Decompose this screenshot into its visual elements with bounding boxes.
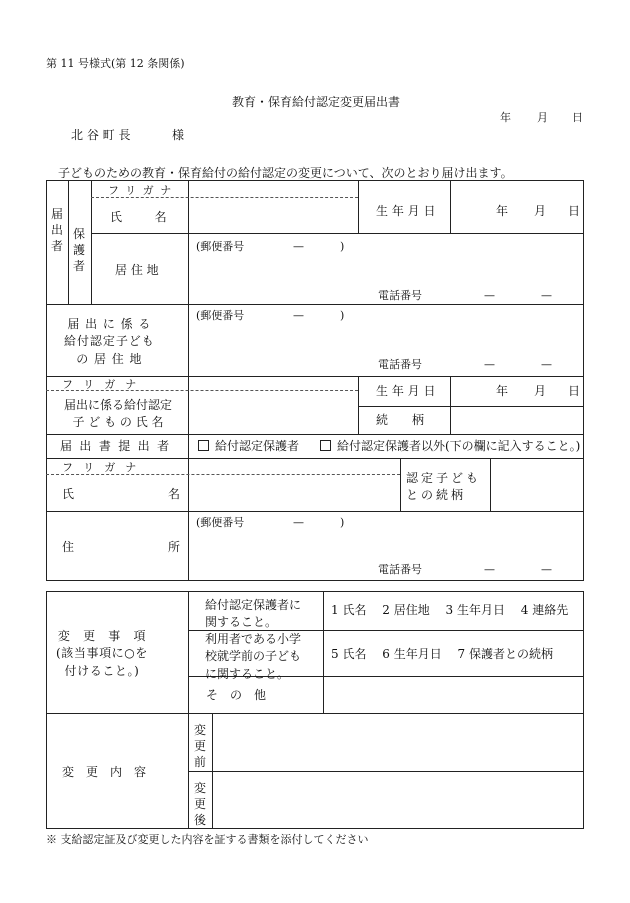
notifier-phone-label: 電話番号 — [378, 289, 422, 302]
child-day: 日 — [568, 384, 581, 398]
child-postal-label: (郵便番号 — [196, 309, 245, 322]
change-content-label: 変 更 内 容 — [62, 765, 147, 779]
child-relation-label: 続 柄 — [376, 413, 431, 427]
child-postal-dash: — — [293, 309, 304, 322]
notifier-phone-dash1: — — [484, 289, 495, 302]
honorific: 様 — [172, 128, 185, 142]
submitter-address-label-a: 住 — [62, 540, 75, 554]
submitter-address-label-b: 所 — [168, 540, 181, 554]
child-furigana-label: フ リ ガ ナ — [62, 378, 140, 391]
submitter-phone-dash1: — — [484, 563, 495, 576]
submitter-name-label-a: 氏 — [62, 487, 75, 501]
attachment-note: ※ 支給認定証及び変更した内容を証する書類を添付してください — [46, 833, 369, 846]
submitter-label: 届 出 書 提 出 者 — [60, 439, 171, 453]
date-month-label: 月 — [537, 111, 548, 124]
submitter-name-label-b: 名 — [168, 487, 181, 501]
guardian-category-label: 給付認定保護者に 関すること。 — [205, 598, 302, 630]
notifier-postal-close: ) — [340, 240, 345, 253]
form-number: 第 11 号様式(第 12 条関係) — [46, 57, 185, 70]
notifier-name-label: 氏 名 — [110, 210, 182, 224]
child-address-label: 届 出 に 係 る 給付認定子ども の 居 住 地 — [64, 317, 155, 366]
child-phone-dash1: — — [484, 358, 495, 371]
submitter-postal-dash: — — [293, 516, 304, 529]
other-category-label: そ の 他 — [206, 688, 267, 702]
child-phone-label: 電話番号 — [378, 358, 422, 371]
after-change-label: 変更後 — [193, 781, 206, 828]
guardian-label: 保護者 — [72, 227, 85, 274]
change-items-label: 変 更 事 項 (該当事項に○を 付けること。) — [56, 629, 148, 678]
checkbox-guardian[interactable] — [198, 440, 209, 451]
notifier-furigana-label: フリガナ — [108, 184, 178, 197]
notifier-address-label: 居 住 地 — [115, 263, 159, 277]
before-change-label: 変更前 — [193, 723, 206, 770]
notifier-birthdate-label: 生 年 月 日 — [376, 204, 436, 218]
submitter-furigana-label: フ リ ガ ナ — [62, 461, 140, 474]
intro-text: 子どものための教育・保育給付の給付認定の変更について、次のとおり届け出ます。 — [58, 166, 513, 180]
child-postal-close: ) — [340, 309, 345, 322]
date-day-label: 日 — [572, 111, 583, 124]
page-title: 教育・保育給付認定変更届出書 — [232, 95, 401, 109]
lower-table — [46, 591, 584, 829]
submitter-option-other[interactable]: 給付認定保護者以外(下の欄に記入すること。) — [320, 440, 580, 452]
checkbox-other[interactable] — [320, 440, 331, 451]
submitter-postal-close: ) — [340, 516, 345, 529]
child-category-label: 利用者である小学 校就学前の子ども に関すること。 — [205, 632, 302, 681]
notifier-section-label: 届出者 — [50, 207, 63, 254]
child-name-label: 届出に係る給付認定 子 ど も の 氏 名 — [64, 398, 173, 430]
notifier-postal-dash: — — [293, 240, 304, 253]
child-phone-dash2: — — [541, 358, 552, 371]
child-birthdate-label: 生 年 月 日 — [376, 384, 436, 398]
child-month: 月 — [534, 384, 547, 398]
submitter-phone-dash2: — — [541, 563, 552, 576]
submitter-postal-label: (郵便番号 — [196, 516, 245, 529]
submitter-option-guardian[interactable]: 給付認定保護者 — [198, 440, 299, 452]
notifier-postal-label: (郵便番号 — [196, 240, 245, 253]
notifier-day: 日 — [568, 204, 581, 218]
child-change-options[interactable]: 5 氏名 6 生年月日 7 保護者との続柄 — [331, 647, 553, 661]
addressee: 北 谷 町 長 — [71, 128, 131, 142]
notifier-month: 月 — [534, 204, 547, 218]
child-year: 年 — [496, 384, 509, 398]
notifier-year: 年 — [496, 204, 509, 218]
notifier-phone-dash2: — — [541, 289, 552, 302]
submitter-phone-label: 電話番号 — [378, 563, 422, 576]
guardian-change-options[interactable]: 1 氏名 2 居住地 3 生年月日 4 連絡先 — [331, 603, 569, 617]
date-year-label: 年 — [500, 111, 511, 124]
submitter-relation-label: 認定子ども との続柄 — [406, 471, 482, 503]
